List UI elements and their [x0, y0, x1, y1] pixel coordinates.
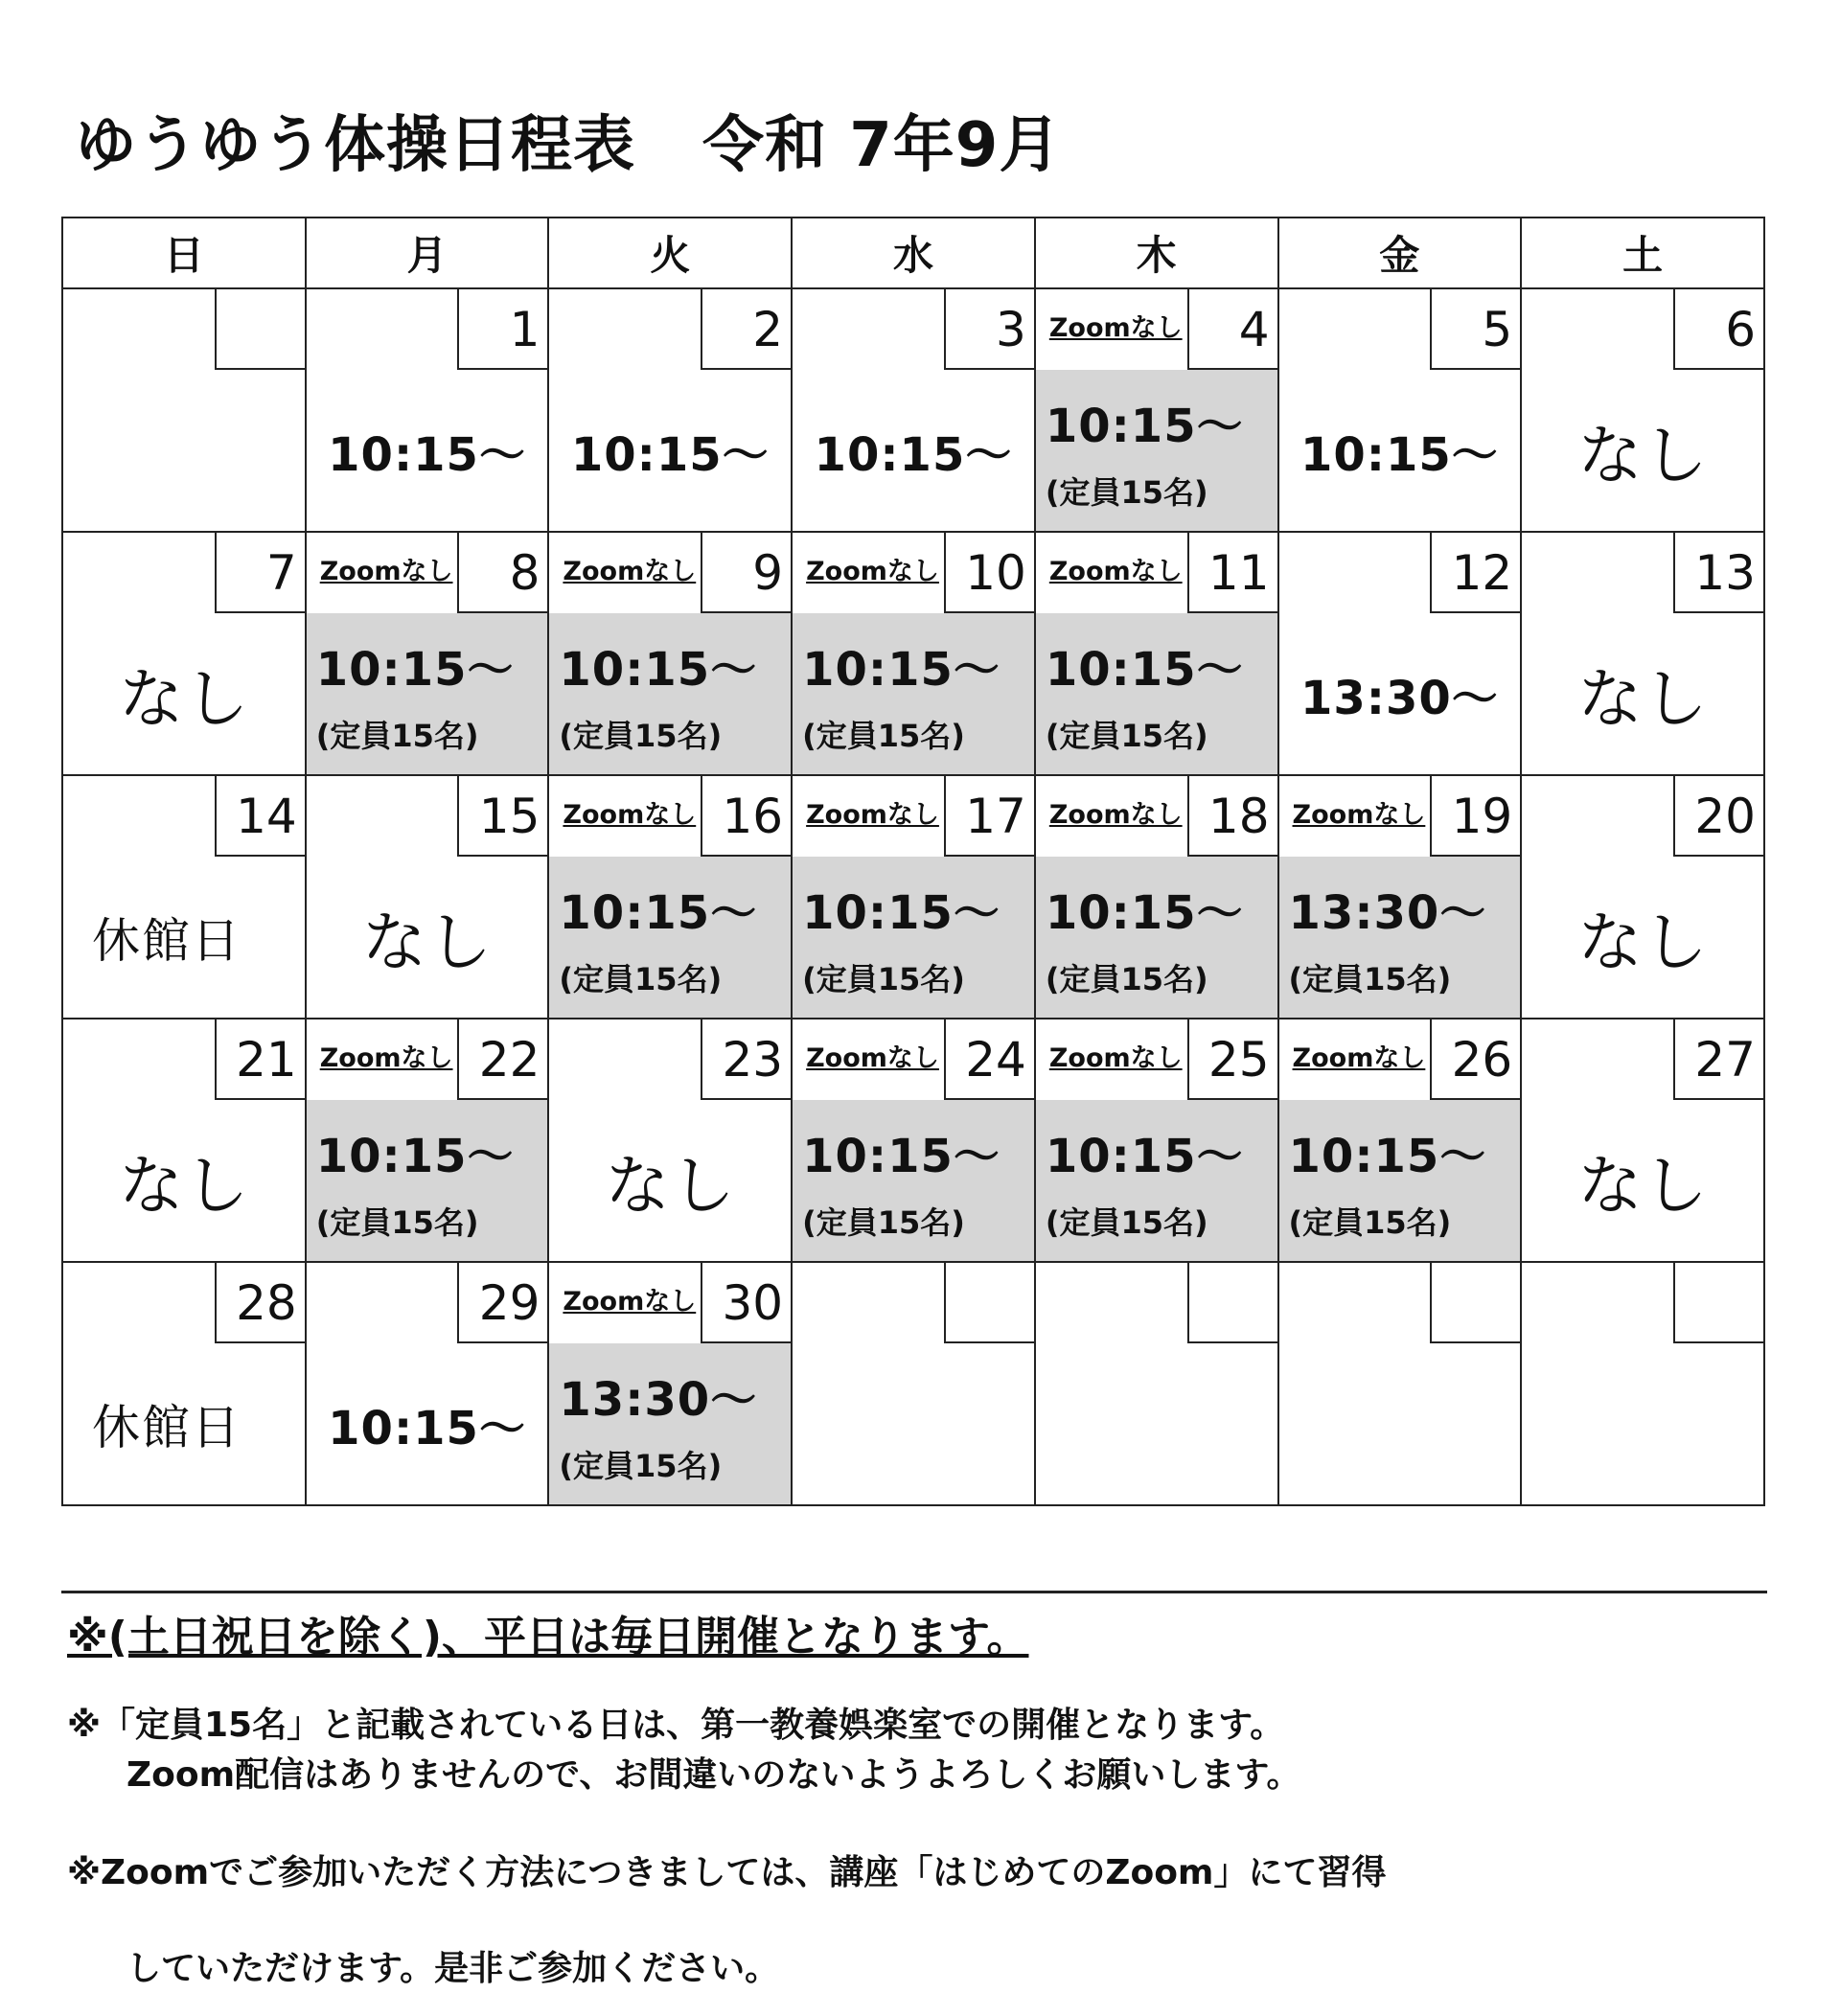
zoom-none-label: Zoomなし — [1048, 313, 1183, 343]
day-cell — [1278, 532, 1522, 775]
weekday-sat: 土 — [1521, 218, 1764, 288]
zoom-none-label: Zoomなし — [1292, 800, 1426, 830]
zoom-none-label: Zoomなし — [806, 557, 939, 586]
capacity-note: (定員15名) — [1288, 960, 1452, 997]
day-cell — [792, 1019, 1035, 1262]
day-number: 3 — [944, 289, 1034, 370]
day-content — [63, 370, 305, 531]
capacity-note: (定員15名) — [1045, 1203, 1208, 1241]
note-zoom-line2: していただけます。是非ご参加ください。 — [126, 1949, 780, 1988]
week-row — [62, 1019, 1764, 1262]
day-content — [549, 370, 791, 531]
day-cell — [62, 1262, 306, 1505]
weekday-mon: 月 — [306, 218, 549, 288]
session-time: 13:30～ — [1300, 671, 1499, 725]
day-number: 8 — [457, 533, 547, 613]
day-content — [549, 857, 791, 1018]
no-session-label: なし — [605, 1148, 736, 1225]
day-cell — [306, 775, 549, 1019]
closed-day-label: 休館日 — [92, 1400, 242, 1455]
week-row — [62, 775, 1764, 1019]
session-time: 10:15～ — [1288, 1129, 1487, 1183]
day-cell — [1035, 775, 1278, 1019]
zoom-none-label: Zoomなし — [1048, 1043, 1183, 1073]
day-content — [1279, 857, 1521, 1018]
zoom-none-label: Zoomなし — [806, 1043, 939, 1073]
session-time: 13:30～ — [559, 1372, 758, 1427]
day-cell — [1521, 775, 1764, 1019]
day-content — [1522, 370, 1763, 531]
session-time: 10:15～ — [315, 642, 515, 697]
day-cell — [548, 532, 792, 775]
week-row — [62, 1262, 1764, 1505]
day-number: 27 — [1673, 1019, 1763, 1100]
note-zoom-line1: ※Zoomでご参加いただく方法につきましては、講座「はじめてのZoom」にて習得 — [67, 1853, 1387, 1892]
day-cell — [1521, 1019, 1764, 1262]
day-cell — [306, 532, 549, 775]
day-number: 16 — [701, 776, 791, 857]
note-main: ※(土日祝日を除く)、平日は毎日開催となります。 — [67, 1613, 1029, 1661]
day-cell — [1278, 1262, 1522, 1505]
zoom-none-label: Zoomなし — [806, 800, 939, 830]
capacity-note: (定員15名) — [1045, 717, 1208, 754]
page-title — [75, 96, 1061, 184]
divider — [61, 1591, 1767, 1593]
day-content — [793, 1100, 1034, 1261]
no-session-label: なし — [1577, 418, 1709, 494]
no-session-label: なし — [1577, 1148, 1709, 1225]
day-number: 18 — [1187, 776, 1277, 857]
day-content — [63, 1100, 305, 1261]
day-content — [63, 613, 305, 774]
day-number: 22 — [457, 1019, 547, 1100]
day-number: 21 — [215, 1019, 305, 1100]
day-cell — [1035, 1019, 1278, 1262]
session-time: 13:30～ — [1288, 885, 1487, 940]
session-time: 10:15～ — [559, 885, 758, 940]
day-cell — [1035, 288, 1278, 532]
day-number: 20 — [1673, 776, 1763, 857]
day-content — [1279, 370, 1521, 531]
day-content — [1279, 1343, 1521, 1504]
day-content — [1036, 1100, 1277, 1261]
zoom-none-label: Zoomなし — [1048, 800, 1183, 830]
session-time: 10:15～ — [570, 427, 770, 482]
session-time: 10:15～ — [802, 885, 1000, 940]
day-cell — [1521, 1262, 1764, 1505]
day-content — [793, 1343, 1034, 1504]
capacity-note: (定員15名) — [1045, 473, 1208, 511]
session-time: 10:15～ — [328, 1401, 526, 1455]
day-content — [1522, 613, 1763, 774]
day-number: 9 — [701, 533, 791, 613]
title-era: 令和 7年9月 — [702, 110, 1062, 181]
note-capacity-line1: ※「定員15名」と記載されている日は、第一教養娯楽室での開催となります。 — [67, 1706, 1285, 1745]
calendar-table — [61, 217, 1765, 1506]
session-time: 10:15～ — [559, 642, 758, 697]
session-time: 10:15～ — [328, 427, 526, 482]
capacity-note: (定員15名) — [802, 960, 965, 997]
day-cell — [792, 775, 1035, 1019]
day-content — [793, 857, 1034, 1018]
day-content — [1522, 1343, 1763, 1504]
day-number — [1673, 1263, 1763, 1343]
no-session-label: なし — [118, 1148, 249, 1225]
zoom-none-label: Zoomなし — [563, 800, 697, 830]
day-number: 26 — [1430, 1019, 1520, 1100]
day-content — [307, 613, 548, 774]
day-number: 19 — [1430, 776, 1520, 857]
day-number — [215, 289, 305, 370]
day-cell — [1521, 288, 1764, 532]
day-number: 28 — [215, 1263, 305, 1343]
day-number: 17 — [944, 776, 1034, 857]
day-content — [1522, 857, 1763, 1018]
day-cell — [548, 288, 792, 532]
weekday-thu: 木 — [1035, 218, 1278, 288]
day-content — [1036, 370, 1277, 531]
day-content — [793, 613, 1034, 774]
zoom-none-label: Zoomなし — [563, 557, 697, 586]
day-cell — [792, 288, 1035, 532]
day-number: 2 — [701, 289, 791, 370]
weekday-fri: 金 — [1278, 218, 1522, 288]
day-content — [549, 1343, 791, 1504]
day-cell — [1035, 1262, 1278, 1505]
day-cell — [306, 288, 549, 532]
session-time: 10:15～ — [802, 642, 1000, 697]
week-row — [62, 532, 1764, 775]
session-time: 10:15～ — [1045, 885, 1244, 940]
day-content — [549, 613, 791, 774]
zoom-none-label: Zoomなし — [1048, 557, 1183, 586]
day-content — [307, 370, 548, 531]
session-time: 10:15～ — [1045, 1129, 1244, 1183]
zoom-none-label: Zoomなし — [1292, 1043, 1426, 1073]
title-main: ゆうゆう体操日程表 — [75, 110, 635, 181]
day-number: 5 — [1430, 289, 1520, 370]
day-cell — [1521, 532, 1764, 775]
day-content — [549, 1100, 791, 1261]
day-content — [307, 857, 548, 1018]
closed-day-label: 休館日 — [92, 913, 242, 969]
day-content — [1036, 613, 1277, 774]
no-session-label: なし — [118, 661, 249, 738]
week-row — [62, 288, 1764, 532]
day-number: 30 — [701, 1263, 791, 1343]
no-session-label: なし — [1577, 905, 1709, 981]
day-number: 23 — [701, 1019, 791, 1100]
day-number: 7 — [215, 533, 305, 613]
day-cell — [306, 1262, 549, 1505]
day-content — [1279, 613, 1521, 774]
day-cell — [62, 775, 306, 1019]
capacity-note: (定員15名) — [1288, 1203, 1452, 1241]
day-number — [944, 1263, 1034, 1343]
capacity-note: (定員15名) — [315, 717, 479, 754]
day-number: 4 — [1187, 289, 1277, 370]
weekday-header-row — [62, 218, 1764, 288]
day-number: 29 — [457, 1263, 547, 1343]
day-cell — [62, 532, 306, 775]
day-cell — [1278, 775, 1522, 1019]
capacity-note: (定員15名) — [1045, 960, 1208, 997]
calendar-body — [62, 288, 1764, 1505]
day-number: 25 — [1187, 1019, 1277, 1100]
day-cell — [62, 288, 306, 532]
day-cell — [792, 1262, 1035, 1505]
weekday-wed: 水 — [792, 218, 1035, 288]
day-cell — [792, 532, 1035, 775]
session-time: 10:15～ — [1045, 642, 1244, 697]
capacity-note: (定員15名) — [559, 960, 723, 997]
day-content — [63, 857, 305, 1018]
note-capacity-line2: Zoom配信はありませんので、お間違いのないようよろしくお願いします。 — [126, 1755, 1301, 1795]
day-content — [307, 1343, 548, 1504]
capacity-note: (定員15名) — [559, 717, 723, 754]
day-cell — [1278, 1019, 1522, 1262]
day-content — [307, 1100, 548, 1261]
day-number: 6 — [1673, 289, 1763, 370]
day-content — [1279, 1100, 1521, 1261]
zoom-none-label: Zoomなし — [563, 1287, 697, 1317]
no-session-label: なし — [361, 905, 493, 981]
weekday-sun: 日 — [62, 218, 306, 288]
zoom-none-label: Zoomなし — [319, 1043, 453, 1073]
day-cell — [548, 1019, 792, 1262]
capacity-note: (定員15名) — [802, 1203, 965, 1241]
day-content — [1522, 1100, 1763, 1261]
session-time: 10:15～ — [1300, 427, 1499, 482]
capacity-note: (定員15名) — [315, 1203, 479, 1241]
day-number — [1430, 1263, 1520, 1343]
day-cell — [548, 1262, 792, 1505]
zoom-none-label: Zoomなし — [319, 557, 453, 586]
day-cell — [62, 1019, 306, 1262]
capacity-note: (定員15名) — [802, 717, 965, 754]
day-content — [1036, 1343, 1277, 1504]
day-number: 10 — [944, 533, 1034, 613]
day-cell — [1035, 532, 1278, 775]
day-number: 11 — [1187, 533, 1277, 613]
day-content — [1036, 857, 1277, 1018]
day-number: 14 — [215, 776, 305, 857]
session-time: 10:15～ — [315, 1129, 515, 1183]
day-cell — [548, 775, 792, 1019]
day-cell — [306, 1019, 549, 1262]
day-cell — [1278, 288, 1522, 532]
session-time: 10:15～ — [1045, 399, 1244, 453]
weekday-tue: 火 — [548, 218, 792, 288]
day-number: 12 — [1430, 533, 1520, 613]
day-number — [1187, 1263, 1277, 1343]
day-number: 24 — [944, 1019, 1034, 1100]
day-content — [63, 1343, 305, 1504]
day-number: 15 — [457, 776, 547, 857]
capacity-note: (定員15名) — [559, 1447, 723, 1484]
no-session-label: なし — [1577, 661, 1709, 738]
day-number: 13 — [1673, 533, 1763, 613]
day-number: 1 — [457, 289, 547, 370]
day-content — [793, 370, 1034, 531]
session-time: 10:15～ — [802, 1129, 1000, 1183]
session-time: 10:15～ — [814, 427, 1013, 482]
